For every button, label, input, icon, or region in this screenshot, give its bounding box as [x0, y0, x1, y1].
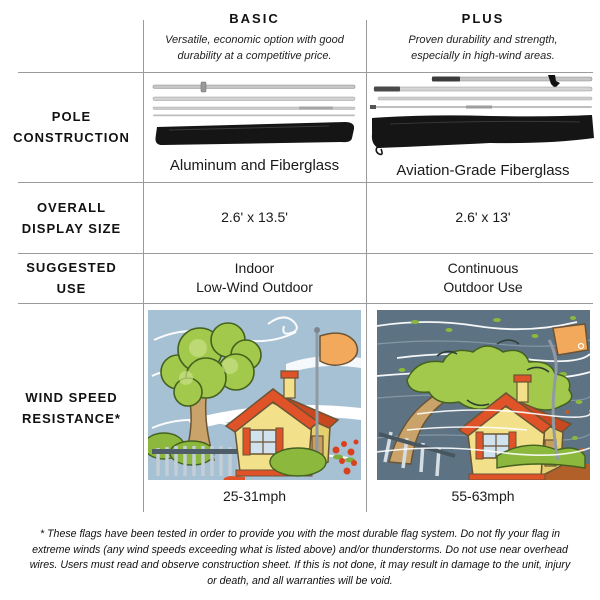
basic-title: BASIC	[229, 10, 280, 26]
row-label-suggested-use	[0, 253, 143, 303]
size-label-line2: DISPLAY SIZE	[21, 220, 122, 236]
pole-clip	[201, 82, 206, 92]
use-label-line1: SUGGESTED	[26, 260, 117, 275]
plus-title: PLUS	[461, 10, 505, 26]
pole-label-line2: CONSTRUCTION	[13, 130, 130, 145]
basic-use-line2: Low-Wind Outdoor	[196, 279, 313, 295]
basic-carry-bag	[155, 122, 354, 145]
plus-size-value: 2.6' x 13'	[455, 209, 511, 225]
plus-pole-kit-image	[370, 74, 596, 156]
basic-display-size	[143, 182, 366, 253]
use-label-line2: USE	[56, 281, 87, 296]
plus-pole-caption: Aviation-Grade Fiberglass	[396, 162, 570, 179]
basic-suggested-use	[143, 253, 366, 303]
basic-pole-kit-image	[149, 81, 361, 151]
plus-desc-line2: especially in high-wind areas.	[411, 49, 555, 62]
basic-wind-value: 25-31mph	[222, 488, 287, 504]
flag	[553, 324, 588, 355]
size-label-line1: OVERALL	[36, 199, 107, 215]
basic-desc-line1: Versatile, economic option with good	[165, 33, 344, 46]
pole-label-line1: POLE	[51, 109, 92, 124]
plus-pole-cell	[366, 73, 600, 180]
plus-use-line2: Outdoor Use	[443, 279, 523, 295]
chimney	[517, 380, 528, 402]
plus-suggested-use	[366, 253, 600, 303]
plus-wind-value: 55-63mph	[451, 488, 515, 504]
wind-label-line1: WIND SPEED	[25, 389, 118, 405]
storm-wind-illustration	[377, 310, 590, 480]
plus-wind-cell	[366, 310, 600, 510]
row-label-wind-speed	[0, 303, 143, 512]
basic-pole-caption: Aluminum and Fiberglass	[169, 156, 340, 174]
row-label-display-size	[0, 182, 143, 253]
chimney	[284, 376, 295, 398]
basic-pole-cell	[143, 74, 366, 180]
wind-label-line2: RESISTANCE*	[22, 410, 121, 426]
column-header-basic	[143, 4, 366, 70]
plus-display-size	[366, 182, 600, 253]
basic-description	[165, 32, 344, 64]
plus-description	[408, 32, 557, 64]
plus-pole-rods	[370, 75, 592, 109]
plus-use-line1: Continuous	[447, 260, 519, 276]
basic-desc-line2: durability at a competitive price.	[177, 49, 332, 62]
row-label-pole-construction	[0, 72, 143, 182]
plus-desc-line1: Proven durability and strength,	[408, 33, 558, 46]
basic-size-value: 2.6' x 13.5'	[221, 209, 288, 225]
basic-use-line1: Indoor	[234, 260, 275, 276]
right-bush	[270, 448, 326, 476]
basic-pole-rods	[153, 82, 355, 116]
flag	[320, 333, 357, 365]
basic-wind-cell	[143, 310, 366, 510]
footnote-text: * These flags have been tested in order to provide you with the most durable flag system. Do not fly your flag in extreme winds (any wind speeds exceeding what is listed above) and/or thunderstorms. Do not use near overhead wires. Users must read and observe construction sheet. If this is not done, it may result in damage to the unit, injury or death, and all warranties will be void.	[29, 528, 571, 587]
plus-carry-bag	[372, 115, 594, 148]
calm-wind-illustration	[148, 310, 361, 480]
column-header-plus	[366, 4, 600, 70]
